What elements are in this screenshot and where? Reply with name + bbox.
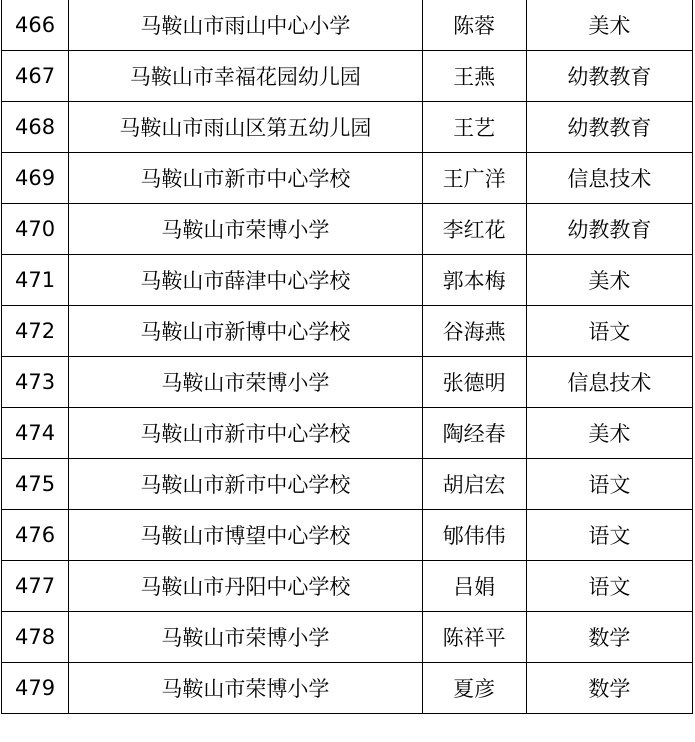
subject-cell: 幼教教育 (526, 204, 692, 255)
roster-body (2, 0, 693, 714)
teacher-name-cell: 郇伟伟 (422, 510, 526, 561)
row-number-cell: 466 (2, 0, 69, 51)
table-row (2, 408, 693, 459)
school-cell: 马鞍山市荣博小学 (69, 204, 423, 255)
school-cell: 马鞍山市幸福花园幼儿园 (69, 51, 423, 102)
teacher-name-cell: 李红花 (422, 204, 526, 255)
subject-cell: 数学 (526, 612, 692, 663)
teacher-name-cell: 吕娟 (422, 561, 526, 612)
subject-cell: 数学 (526, 663, 692, 714)
school-cell: 马鞍山市新博中心学校 (69, 306, 423, 357)
subject-cell: 语文 (526, 306, 692, 357)
subject-cell: 语文 (526, 510, 692, 561)
school-cell: 马鞍山市荣博小学 (69, 612, 423, 663)
school-cell: 马鞍山市荣博小学 (69, 663, 423, 714)
row-number-cell: 468 (2, 102, 69, 153)
row-number-cell: 469 (2, 153, 69, 204)
table-row (2, 51, 693, 102)
teacher-name-cell: 夏彦 (422, 663, 526, 714)
table-row (2, 0, 693, 51)
table-row (2, 306, 693, 357)
row-number-cell: 473 (2, 357, 69, 408)
table-row (2, 357, 693, 408)
row-number-cell: 475 (2, 459, 69, 510)
teacher-name-cell: 王广洋 (422, 153, 526, 204)
subject-cell: 语文 (526, 561, 692, 612)
row-number-cell: 467 (2, 51, 69, 102)
roster-table (1, 0, 693, 714)
table-row (2, 561, 693, 612)
subject-cell: 幼教教育 (526, 51, 692, 102)
teacher-name-cell: 陈蓉 (422, 0, 526, 51)
school-cell: 马鞍山市丹阳中心学校 (69, 561, 423, 612)
table-row (2, 153, 693, 204)
school-cell: 马鞍山市新市中心学校 (69, 408, 423, 459)
school-cell: 马鞍山市雨山中心小学 (69, 0, 423, 51)
row-number-cell: 471 (2, 255, 69, 306)
subject-cell: 幼教教育 (526, 102, 692, 153)
teacher-name-cell: 张德明 (422, 357, 526, 408)
school-cell: 马鞍山市薛津中心学校 (69, 255, 423, 306)
table-row (2, 102, 693, 153)
teacher-name-cell: 陈祥平 (422, 612, 526, 663)
row-number-cell: 474 (2, 408, 69, 459)
row-number-cell: 477 (2, 561, 69, 612)
teacher-name-cell: 郭本梅 (422, 255, 526, 306)
subject-cell: 美术 (526, 408, 692, 459)
row-number-cell: 476 (2, 510, 69, 561)
school-cell: 马鞍山市新市中心学校 (69, 459, 423, 510)
subject-cell: 信息技术 (526, 153, 692, 204)
row-number-cell: 478 (2, 612, 69, 663)
table-row (2, 459, 693, 510)
table-row (2, 663, 693, 714)
teacher-name-cell: 胡启宏 (422, 459, 526, 510)
teacher-name-cell: 王燕 (422, 51, 526, 102)
subject-cell: 美术 (526, 255, 692, 306)
teacher-name-cell: 谷海燕 (422, 306, 526, 357)
subject-cell: 信息技术 (526, 357, 692, 408)
school-cell: 马鞍山市新市中心学校 (69, 153, 423, 204)
table-row (2, 612, 693, 663)
row-number-cell: 479 (2, 663, 69, 714)
teacher-name-cell: 王艺 (422, 102, 526, 153)
table-row (2, 204, 693, 255)
row-number-cell: 470 (2, 204, 69, 255)
teacher-name-cell: 陶经春 (422, 408, 526, 459)
table-row (2, 255, 693, 306)
subject-cell: 语文 (526, 459, 692, 510)
row-number-cell: 472 (2, 306, 69, 357)
subject-cell: 美术 (526, 0, 692, 51)
table-row (2, 510, 693, 561)
school-cell: 马鞍山市荣博小学 (69, 357, 423, 408)
school-cell: 马鞍山市雨山区第五幼儿园 (69, 102, 423, 153)
school-cell: 马鞍山市博望中心学校 (69, 510, 423, 561)
